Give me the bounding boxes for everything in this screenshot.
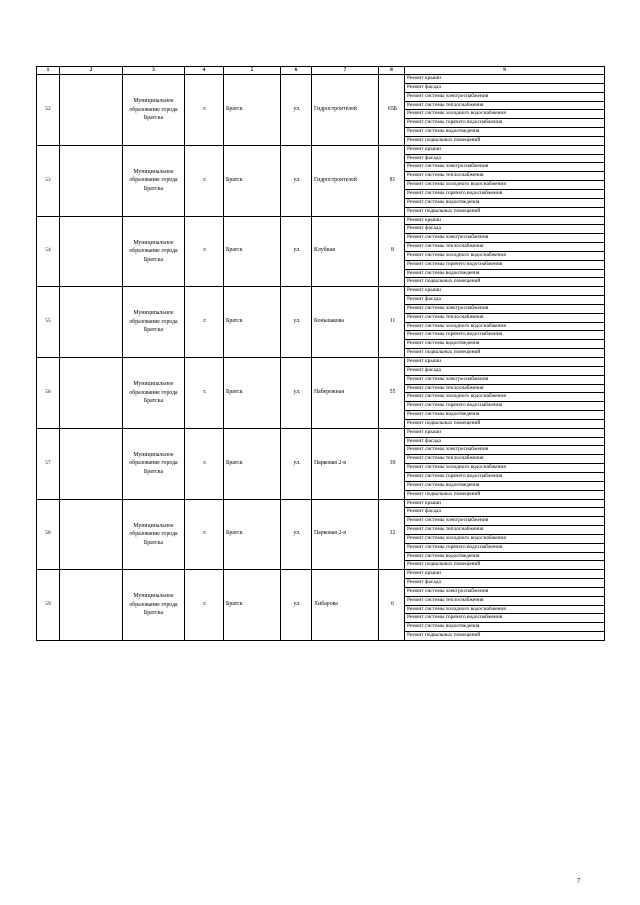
- empty-cell: [60, 358, 123, 429]
- work-type-cell: Ремонт системы холодного водоснабжения: [405, 251, 605, 260]
- city-type-cell: г.: [185, 145, 224, 216]
- work-type-cell: Ремонт системы электроснабжения: [405, 375, 605, 384]
- row-number-cell: 57: [37, 428, 60, 499]
- column-header: 6: [281, 67, 312, 75]
- work-type-cell: Ремонт системы холодного водоснабжения: [405, 322, 605, 331]
- work-type-cell: Ремонт подвальных помещений: [405, 419, 605, 428]
- work-type-cell: Ремонт фасада: [405, 83, 605, 92]
- city-type-cell: г.: [185, 287, 224, 358]
- table-row: [37, 287, 605, 296]
- street-cell: Клубная: [312, 216, 379, 287]
- work-type-cell: Ремонт системы горячего водоснабжения: [405, 260, 605, 269]
- street-cell: Гидростроителей: [312, 145, 379, 216]
- work-type-cell: Ремонт системы горячего водоснабжения: [405, 189, 605, 198]
- street-type-cell: ул.: [281, 75, 312, 146]
- work-type-cell: Ремонт системы водоотведения: [405, 269, 605, 278]
- column-header: 7: [312, 67, 379, 75]
- work-type-cell: Ремонт системы электроснабжения: [405, 163, 605, 172]
- street-type-cell: ул.: [281, 358, 312, 429]
- work-type-cell: Ремонт крыши: [405, 499, 605, 508]
- empty-cell: [60, 428, 123, 499]
- work-type-cell: Ремонт фасада: [405, 579, 605, 588]
- house-number-cell: 8: [379, 216, 405, 287]
- row-number-cell: 58: [37, 499, 60, 570]
- street-cell: Хибарова: [312, 570, 379, 641]
- owner-cell: Муниципальное образование города Братска: [123, 499, 185, 570]
- work-type-cell: Ремонт фасада: [405, 154, 605, 163]
- work-type-cell: Ремонт фасада: [405, 508, 605, 517]
- owner-cell: Муниципальное образование города Братска: [123, 287, 185, 358]
- column-header: 1: [37, 67, 60, 75]
- work-type-cell: Ремонт системы теплоснабжения: [405, 172, 605, 181]
- work-type-cell: Ремонт системы холодного водоснабжения: [405, 110, 605, 119]
- work-type-cell: Ремонт фасада: [405, 296, 605, 305]
- work-type-cell: Ремонт системы водоотведения: [405, 411, 605, 420]
- street-type-cell: ул.: [281, 499, 312, 570]
- street-cell: Набережная: [312, 358, 379, 429]
- work-type-cell: Ремонт крыши: [405, 358, 605, 367]
- row-number-cell: 55: [37, 287, 60, 358]
- street-type-cell: ул.: [281, 428, 312, 499]
- work-type-cell: Ремонт системы холодного водоснабжения: [405, 605, 605, 614]
- work-type-cell: Ремонт системы водоотведения: [405, 623, 605, 632]
- work-type-cell: Ремонт подвальных помещений: [405, 490, 605, 499]
- table-row: [37, 75, 605, 84]
- city-cell: Братск: [224, 145, 281, 216]
- work-type-cell: Ремонт системы теплоснабжения: [405, 455, 605, 464]
- city-cell: Братск: [224, 216, 281, 287]
- house-number-cell: 10: [379, 428, 405, 499]
- column-header: 9: [405, 67, 605, 75]
- column-header: 4: [185, 67, 224, 75]
- work-type-cell: Ремонт фасада: [405, 225, 605, 234]
- work-type-cell: Ремонт системы водоотведения: [405, 552, 605, 561]
- work-type-cell: Ремонт системы водоотведения: [405, 481, 605, 490]
- work-type-cell: Ремонт системы электроснабжения: [405, 517, 605, 526]
- work-type-cell: Ремонт системы горячего водоснабжения: [405, 402, 605, 411]
- work-type-cell: Ремонт системы холодного водоснабжения: [405, 181, 605, 190]
- city-cell: Братск: [224, 570, 281, 641]
- page-number: 7: [577, 877, 581, 885]
- table-row: [37, 145, 605, 154]
- work-type-cell: Ремонт системы горячего водоснабжения: [405, 614, 605, 623]
- city-type-cell: г.: [185, 499, 224, 570]
- work-type-cell: Ремонт подвальных помещений: [405, 632, 605, 641]
- row-number-cell: 53: [37, 145, 60, 216]
- work-type-cell: Ремонт системы электроснабжения: [405, 446, 605, 455]
- work-type-cell: Ремонт системы водоотведения: [405, 198, 605, 207]
- city-type-cell: г.: [185, 75, 224, 146]
- owner-cell: Муниципальное образование города Братска: [123, 358, 185, 429]
- table-body: [37, 75, 605, 641]
- work-type-cell: Ремонт системы электроснабжения: [405, 304, 605, 313]
- work-type-cell: Ремонт системы холодного водоснабжения: [405, 534, 605, 543]
- work-type-cell: Ремонт подвальных помещений: [405, 349, 605, 358]
- city-cell: Братск: [224, 499, 281, 570]
- street-type-cell: ул.: [281, 145, 312, 216]
- empty-cell: [60, 287, 123, 358]
- table-row: [37, 570, 605, 579]
- city-type-cell: г.: [185, 358, 224, 429]
- column-header: 8: [379, 67, 405, 75]
- work-type-cell: Ремонт системы водоотведения: [405, 128, 605, 137]
- column-header: 3: [123, 67, 185, 75]
- owner-cell: Муниципальное образование города Братска: [123, 145, 185, 216]
- work-type-cell: Ремонт крыши: [405, 287, 605, 296]
- empty-cell: [60, 145, 123, 216]
- city-type-cell: г.: [185, 570, 224, 641]
- table-row: [37, 499, 605, 508]
- city-type-cell: г.: [185, 216, 224, 287]
- empty-cell: [60, 570, 123, 641]
- work-type-cell: Ремонт подвальных помещений: [405, 136, 605, 145]
- table-row: [37, 358, 605, 367]
- work-type-cell: Ремонт крыши: [405, 216, 605, 225]
- row-number-cell: 59: [37, 570, 60, 641]
- house-number-cell: 6: [379, 570, 405, 641]
- work-type-cell: Ремонт системы горячего водоснабжения: [405, 472, 605, 481]
- street-type-cell: ул.: [281, 287, 312, 358]
- table-header: [37, 67, 605, 75]
- owner-cell: Муниципальное образование города Братска: [123, 75, 185, 146]
- work-type-cell: Ремонт системы теплоснабжения: [405, 313, 605, 322]
- city-type-cell: г.: [185, 428, 224, 499]
- work-type-cell: Ремонт системы электроснабжения: [405, 234, 605, 243]
- city-cell: Братск: [224, 75, 281, 146]
- house-number-cell: 81: [379, 145, 405, 216]
- row-number-cell: 52: [37, 75, 60, 146]
- city-cell: Братск: [224, 287, 281, 358]
- work-type-cell: Ремонт системы электроснабжения: [405, 587, 605, 596]
- work-type-cell: Ремонт системы теплоснабжения: [405, 101, 605, 110]
- street-type-cell: ул.: [281, 216, 312, 287]
- street-cell: Парковая 2-я: [312, 499, 379, 570]
- work-type-cell: Ремонт крыши: [405, 75, 605, 84]
- city-cell: Братск: [224, 358, 281, 429]
- city-cell: Братск: [224, 428, 281, 499]
- owner-cell: Муниципальное образование города Братска: [123, 428, 185, 499]
- work-type-cell: Ремонт крыши: [405, 428, 605, 437]
- work-type-cell: Ремонт подвальных помещений: [405, 561, 605, 570]
- work-type-cell: Ремонт системы теплоснабжения: [405, 596, 605, 605]
- work-type-cell: Ремонт системы теплоснабжения: [405, 384, 605, 393]
- street-cell: Коньшакова: [312, 287, 379, 358]
- work-type-cell: Ремонт системы холодного водоснабжения: [405, 393, 605, 402]
- work-type-cell: Ремонт системы теплоснабжения: [405, 243, 605, 252]
- table-row: [37, 428, 605, 437]
- work-type-cell: Ремонт фасада: [405, 366, 605, 375]
- header-row: [37, 67, 605, 75]
- work-type-cell: Ремонт системы теплоснабжения: [405, 526, 605, 535]
- empty-cell: [60, 75, 123, 146]
- house-number-cell: 11: [379, 287, 405, 358]
- empty-cell: [60, 499, 123, 570]
- owner-cell: Муниципальное образование города Братска: [123, 570, 185, 641]
- work-type-cell: Ремонт системы холодного водоснабжения: [405, 464, 605, 473]
- column-header: 2: [60, 67, 123, 75]
- house-number-cell: 55: [379, 358, 405, 429]
- row-number-cell: 54: [37, 216, 60, 287]
- street-cell: Парковая 2-я: [312, 428, 379, 499]
- work-type-cell: Ремонт системы горячего водоснабжения: [405, 543, 605, 552]
- work-type-cell: Ремонт системы водоотведения: [405, 340, 605, 349]
- row-number-cell: 56: [37, 358, 60, 429]
- house-number-cell: 12: [379, 499, 405, 570]
- work-type-cell: Ремонт фасада: [405, 437, 605, 446]
- empty-cell: [60, 216, 123, 287]
- work-type-cell: Ремонт системы электроснабжения: [405, 92, 605, 101]
- street-cell: Гидростроителей: [312, 75, 379, 146]
- house-number-cell: 65Б: [379, 75, 405, 146]
- column-header: 5: [224, 67, 281, 75]
- document-table: [36, 66, 605, 641]
- work-type-cell: Ремонт крыши: [405, 145, 605, 154]
- work-type-cell: Ремонт системы горячего водоснабжения: [405, 331, 605, 340]
- work-type-cell: Ремонт крыши: [405, 570, 605, 579]
- street-type-cell: ул.: [281, 570, 312, 641]
- owner-cell: Муниципальное образование города Братска: [123, 216, 185, 287]
- work-type-cell: Ремонт подвальных помещений: [405, 207, 605, 216]
- table-row: [37, 216, 605, 225]
- work-type-cell: Ремонт подвальных помещений: [405, 278, 605, 287]
- work-type-cell: Ремонт системы горячего водоснабжения: [405, 119, 605, 128]
